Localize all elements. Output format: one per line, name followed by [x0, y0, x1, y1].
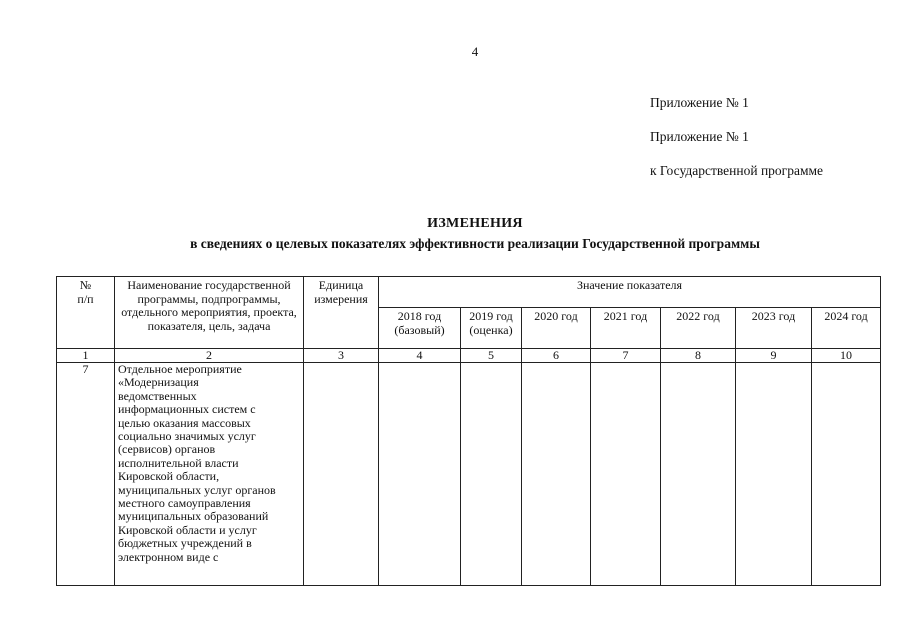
row-name-text: Отдельное мероприятие «Модернизация ведомственных информационных систем с целью оказания массовых социально значимых услуг (сервисов) органов исполнительной власти Кировской области, муниципальных услуг органов местного самоуправления муниципальных образований Кировской области и услуг бюджетных учреждений в электронном виде с: [118, 362, 276, 564]
column-number: 4: [379, 349, 461, 363]
column-number: 5: [461, 349, 522, 363]
row-num: 7: [57, 363, 115, 586]
document-subtitle: в сведениях о целевых показателях эффективности реализации Государственной программы: [190, 236, 760, 251]
header-values: Значение показателя: [379, 277, 881, 308]
column-number: 9: [736, 349, 812, 363]
page-number: 4: [471, 44, 479, 59]
row-value-2022: [661, 363, 736, 586]
header-year-2024: 2024 год: [812, 308, 881, 349]
appendix-line-3: к Государственной программе: [650, 163, 824, 178]
column-number: 1: [57, 349, 115, 363]
column-number: 7: [591, 349, 661, 363]
header-year-2018: 2018 год (базовый): [379, 308, 461, 349]
indicators-table: [56, 276, 881, 586]
column-number: 6: [522, 349, 591, 363]
row-value-2020: [522, 363, 591, 586]
column-number: 2: [115, 349, 304, 363]
column-number: 3: [304, 349, 379, 363]
row-value-2024: [812, 363, 881, 586]
header-year-2023: 2023 год: [736, 308, 812, 349]
row-unit: [304, 363, 379, 586]
header-num: [57, 277, 115, 349]
appendix-line-1: Приложение № 1: [650, 95, 749, 110]
table-row: [57, 363, 881, 586]
header-num-label: № п/п: [77, 278, 94, 306]
document-title: ИЗМЕНЕНИЯ: [427, 216, 523, 231]
header-unit: Единица измерения: [304, 277, 379, 349]
header-year-2021: 2021 год: [591, 308, 661, 349]
header-year-2022: 2022 год: [661, 308, 736, 349]
row-value-2019: [461, 363, 522, 586]
column-number: 8: [661, 349, 736, 363]
row-value-2023: [736, 363, 812, 586]
appendix-line-2: Приложение № 1: [650, 129, 749, 144]
header-name: Наименование государственной программы, подпрограммы, отдельного мероприятия, проекта, показателя, цель, задача: [115, 277, 304, 349]
column-number-row: [57, 349, 881, 363]
header-year-2020: 2020 год: [522, 308, 591, 349]
row-value-2018: [379, 363, 461, 586]
row-name: [115, 363, 304, 586]
row-value-2021: [591, 363, 661, 586]
column-number: 10: [812, 349, 881, 363]
header-year-2019: 2019 год (оценка): [461, 308, 522, 349]
